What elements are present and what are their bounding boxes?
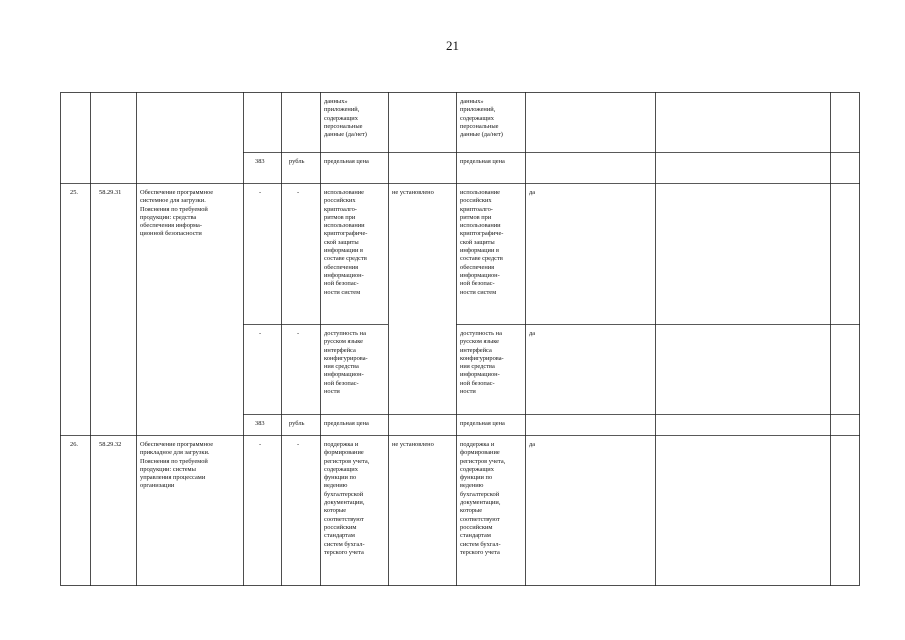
row25-a-unit: - xyxy=(297,189,300,196)
row26-a-okei-code: - xyxy=(259,441,262,448)
row25-c-requirement-ru: предельная цена xyxy=(324,420,369,427)
row25-a-requirement-state: использование российских криптоалго- ритмов при использовании криптографиче- ской защиты информации в составе средств обеспечения информацион- ной безопас- ности систем xyxy=(460,189,504,296)
cont-row2-requirement-ru: предельная цена xyxy=(324,158,369,165)
row26-a-value-state: да xyxy=(529,441,536,448)
row25-a-value-ru: не установлено xyxy=(392,189,434,196)
row26-product-name: Обеспечение программное прикладное для загрузки. Пояснения по требуемой продукции: системы управления процессами организации xyxy=(140,441,214,490)
row26-okpd2-code: 58.29.32 xyxy=(99,441,122,448)
row25-c-okei-code: 383 xyxy=(255,420,265,427)
row25-c-requirement-state: предельная цена xyxy=(460,420,505,427)
row26-a-requirement-state: поддержка и формирование регистров учета, содержащих функции по ведению бухгалтерской документации, которые соответствуют российским стандартам систем бухгал- терского учета xyxy=(460,441,506,556)
row25-c-unit: рубль xyxy=(289,420,305,427)
row25-okpd2-code: 58.29.31 xyxy=(99,189,122,196)
row25-product-name: Обеспечение программное системное для загрузки. Пояснения по требуемой продукции: средства обеспечения информа- ционной безопасности xyxy=(140,189,214,238)
row25-number: 25. xyxy=(70,189,78,196)
row25-a-okei-code: - xyxy=(259,189,262,196)
row25-b-okei-code: - xyxy=(259,330,262,337)
row26-a-unit: - xyxy=(297,441,300,448)
row26-a-value-ru: не установлено xyxy=(392,441,434,448)
page-number: 21 xyxy=(446,38,459,53)
row25-a-requirement-ru: использование российских криптоалго- ритмов при использовании криптографиче- ской защиты информации в составе средств обеспечения информацион- ной безопас- ности систем xyxy=(324,189,368,296)
row25-b-requirement-ru: доступность на русском языке интерфейса конфигурирова- ния средства информацион- ной безопас- ности xyxy=(324,330,368,396)
row25-b-unit: - xyxy=(297,330,300,337)
cont-row2-okei-code: 383 xyxy=(255,158,265,165)
cont-row1-requirement-ru: данных» приложений, содержащих персональные данные (да/нет) xyxy=(324,98,367,139)
row25-a-value-state: да xyxy=(529,189,536,196)
row26-number: 26. xyxy=(70,441,78,448)
cont-row2-requirement-state: предельная цена xyxy=(460,158,505,165)
row25-b-requirement-state: доступность на русском языке интерфейса конфигурирова- ния средства информацион- ной безопас- ности xyxy=(460,330,504,396)
cont-row2-unit: рубль xyxy=(289,158,305,165)
row26-a-requirement-ru: поддержка и формирование регистров учета, содержащих функции по ведению бухгалтерской документации, которые соответствуют российским стандартам систем бухгал- терского учета xyxy=(324,441,370,556)
cont-row1-requirement-state: данных» приложений, содержащих персональные данные (да/нет) xyxy=(460,98,503,139)
row25-b-value-state: да xyxy=(529,330,536,337)
